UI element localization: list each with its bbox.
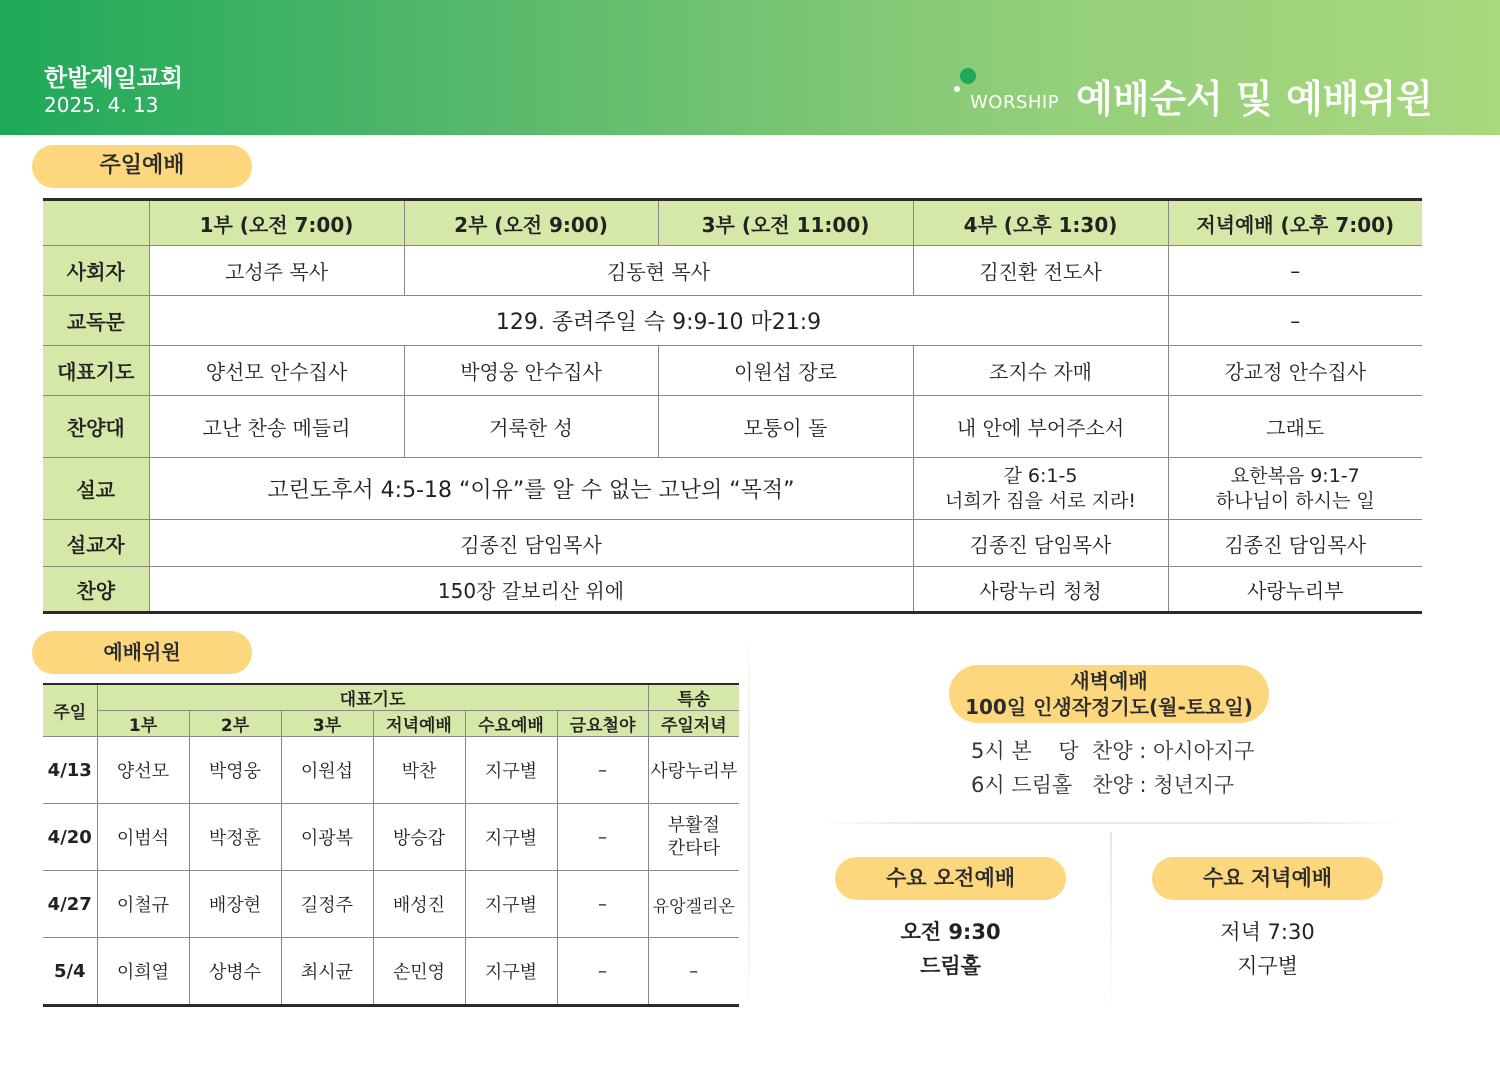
- col-header: 2부 (오전 9:00): [404, 200, 658, 246]
- table-header-row: [43, 711, 739, 737]
- col-header: 수요예배: [465, 711, 557, 737]
- bulletin-date: 2025. 4. 13: [44, 93, 159, 117]
- col-header: 4부 (오후 1:30): [913, 200, 1168, 246]
- table-cell: 사랑누리 청청: [913, 567, 1168, 613]
- table-cell: 고난 찬송 메들리: [149, 396, 404, 458]
- table-cell: 조지수 자매: [913, 346, 1168, 396]
- table-cell: 내 안에 부어주소서: [913, 396, 1168, 458]
- table-cell: 김진환 전도사: [913, 246, 1168, 296]
- table-cell: 박영웅: [189, 737, 281, 804]
- dawn-title-line: 새벽예배: [1070, 669, 1148, 693]
- col-header: 저녁예배: [373, 711, 465, 737]
- table-row: [43, 396, 1422, 458]
- table-cell: [913, 458, 1168, 520]
- table-cell: –: [557, 737, 648, 804]
- table-row: [43, 567, 1422, 613]
- table-cell: 이희열: [97, 938, 189, 1006]
- table-cell: 지구별: [465, 938, 557, 1006]
- worship-label: WORSHIP: [970, 92, 1060, 113]
- table-cell: 유앙겔리온: [648, 871, 739, 938]
- page-title: 예배순서 및 예배위원: [1076, 77, 1433, 121]
- table-cell: 손민영: [373, 938, 465, 1006]
- col-header-group: 대표기도: [97, 684, 648, 711]
- wed-morning-title: 수요 오전예배: [835, 857, 1066, 900]
- table-cell: 사랑누리부: [648, 737, 739, 804]
- table-row: [43, 246, 1422, 296]
- table-cell: 강교정 안수집사: [1168, 346, 1422, 396]
- col-header-group: 특송: [648, 684, 739, 711]
- white-dot-icon: [954, 86, 960, 92]
- table-cell: –: [648, 938, 739, 1006]
- sunday-service-table: [43, 198, 1422, 614]
- table-cell: 지구별: [465, 804, 557, 871]
- table-row: [43, 737, 739, 804]
- table-header-row: [43, 684, 739, 711]
- corner-cell: [43, 200, 149, 246]
- table-cell: 모퉁이 돌: [658, 396, 913, 458]
- table-cell: 거룩한 성: [404, 396, 658, 458]
- table-cell: 이원섭: [281, 737, 373, 804]
- vertical-divider: [748, 632, 750, 1012]
- table-cell: 방승갑: [373, 804, 465, 871]
- row-label: 대표기도: [43, 346, 149, 396]
- table-cell: –: [557, 804, 648, 871]
- table-cell: 양선모 안수집사: [149, 346, 404, 396]
- table-cell: 이철규: [97, 871, 189, 938]
- col-header: 주일: [43, 684, 97, 737]
- table-cell: 고성주 목사: [149, 246, 404, 296]
- col-header: 금요철야: [557, 711, 648, 737]
- header-banner: [0, 0, 1500, 135]
- table-cell: 150장 갈보리산 위에: [149, 567, 913, 613]
- col-header: 3부 (오전 11:00): [658, 200, 913, 246]
- table-cell: 이광복: [281, 804, 373, 871]
- dawn-schedule-line: 6시 드림홀 찬양 : 청년지구: [971, 773, 1235, 797]
- vertical-divider: [1110, 832, 1112, 1012]
- sunday-service-title: 주일예배: [32, 145, 252, 188]
- sermon-passage: 갈 6:1-5: [1003, 464, 1078, 487]
- table-cell: 배성진: [373, 871, 465, 938]
- green-dot-icon: [960, 68, 976, 84]
- row-label: 설교자: [43, 520, 149, 567]
- wed-morning-time: 오전 9:30: [900, 920, 1001, 944]
- horizontal-divider: [815, 822, 1405, 824]
- dawn-schedule-line: 5시 본 당 찬양 : 아시아지구: [971, 739, 1255, 763]
- table-cell: [648, 804, 739, 871]
- table-cell: 129. 종려주일 슥 9:9-10 마21:9: [149, 296, 1168, 346]
- table-cell: 박찬: [373, 737, 465, 804]
- table-row: [43, 296, 1422, 346]
- date-cell: 5/4: [43, 938, 97, 1006]
- date-cell: 4/13: [43, 737, 97, 804]
- table-cell: 그래도: [1168, 396, 1422, 458]
- sermon-title: 하나님이 하시는 일: [1215, 489, 1375, 512]
- col-header: 3부: [281, 711, 373, 737]
- col-header: 1부 (오전 7:00): [149, 200, 404, 246]
- duty-roster-title: 예배위원: [32, 631, 252, 674]
- col-header: 2부: [189, 711, 281, 737]
- col-header: 1부: [97, 711, 189, 737]
- col-header: 주일저녁: [648, 711, 739, 737]
- table-row: [43, 458, 1422, 520]
- table-row: [43, 804, 739, 871]
- table-row: [43, 938, 739, 1006]
- table-cell: 지구별: [465, 871, 557, 938]
- date-cell: 4/27: [43, 871, 97, 938]
- row-label: 교독문: [43, 296, 149, 346]
- wed-evening-place: 지구별: [1237, 954, 1298, 978]
- table-cell: 김종진 담임목사: [913, 520, 1168, 567]
- table-cell: 고린도후서 4:5-18 “이유”를 알 수 없는 고난의 “목적”: [149, 458, 913, 520]
- table-header-row: [43, 200, 1422, 246]
- dawn-title-line: 100일 인생작정기도(월-토요일): [965, 695, 1253, 719]
- table-cell: –: [557, 938, 648, 1006]
- table-cell: 박정훈: [189, 804, 281, 871]
- table-cell: 김종진 담임목사: [1168, 520, 1422, 567]
- col-header: 저녁예배 (오후 7:00): [1168, 200, 1422, 246]
- special-line: 칸타타: [667, 838, 720, 859]
- table-cell: 이범석: [97, 804, 189, 871]
- table-cell: 이원섭 장로: [658, 346, 913, 396]
- table-cell: 사랑누리부: [1168, 567, 1422, 613]
- table-cell: 최시균: [281, 938, 373, 1006]
- church-name: 한밭제일교회: [44, 64, 184, 92]
- table-cell: 박영웅 안수집사: [404, 346, 658, 396]
- special-line: 부활절: [667, 815, 720, 836]
- table-cell: –: [1168, 296, 1422, 346]
- table-row: [43, 871, 739, 938]
- table-row: [43, 346, 1422, 396]
- table-cell: 상병수: [189, 938, 281, 1006]
- dawn-service-title: [949, 665, 1269, 723]
- table-row: [43, 520, 1422, 567]
- wed-morning-place: 드림홀: [920, 954, 981, 978]
- row-label: 설교: [43, 458, 149, 520]
- wed-evening-title: 수요 저녁예배: [1152, 857, 1383, 900]
- row-label: 찬양: [43, 567, 149, 613]
- table-cell: 김종진 담임목사: [149, 520, 913, 567]
- table-cell: 지구별: [465, 737, 557, 804]
- row-label: 사회자: [43, 246, 149, 296]
- sermon-title: 너희가 짐을 서로 지라!: [945, 489, 1136, 512]
- table-cell: [1168, 458, 1422, 520]
- date-cell: 4/20: [43, 804, 97, 871]
- table-cell: 양선모: [97, 737, 189, 804]
- table-cell: –: [557, 871, 648, 938]
- row-label: 찬양대: [43, 396, 149, 458]
- sermon-passage: 요한복음 9:1-7: [1230, 464, 1360, 487]
- table-cell: 배장현: [189, 871, 281, 938]
- wed-evening-time: 저녁 7:30: [1220, 920, 1315, 944]
- table-cell: 김동현 목사: [404, 246, 913, 296]
- duty-roster-table: [43, 683, 739, 1007]
- table-cell: –: [1168, 246, 1422, 296]
- table-cell: 길정주: [281, 871, 373, 938]
